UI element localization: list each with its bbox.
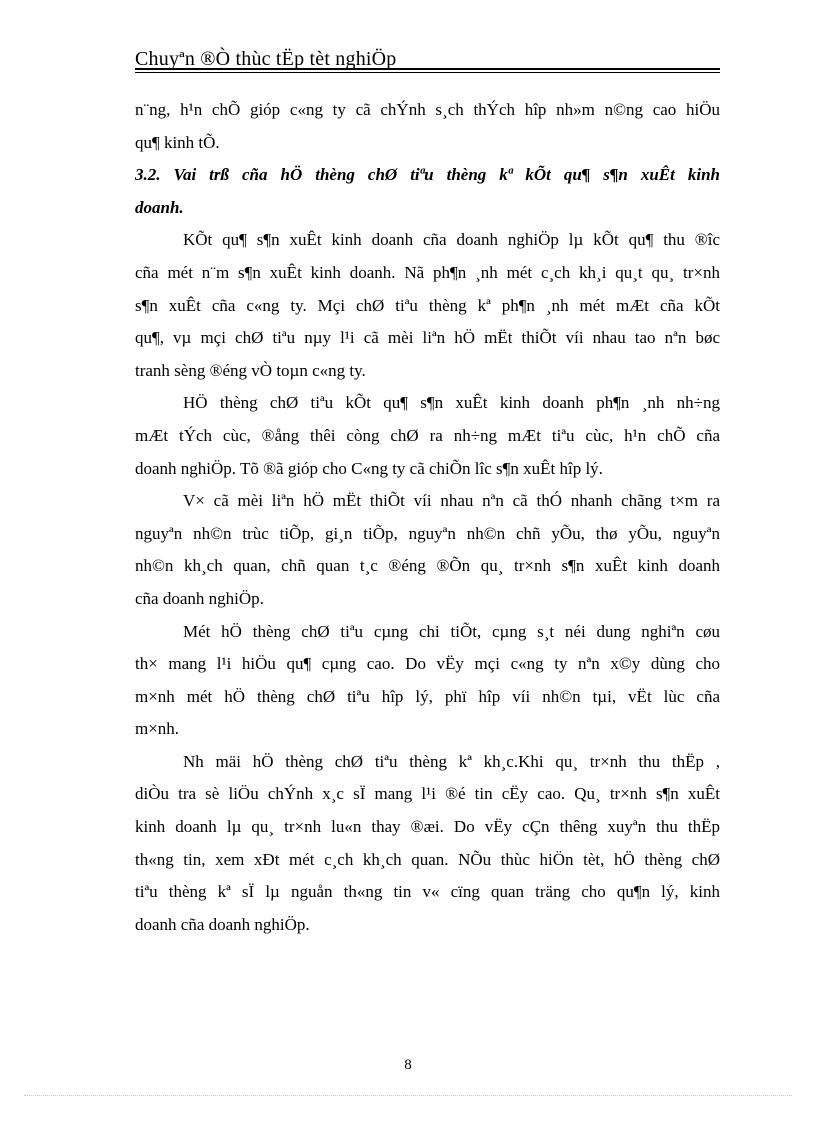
text-line: tiªu thèng kª sÏ lµ nguån th«ng tin v« cïng quan träng cho qu¶n lý, kinh xyxy=(135,882,720,902)
text-line: nh©n kh¸ch quan, chñ quan t¸c ®éng ®Õn qu¸ tr×nh s¶n xuÊt kinh doanh xyxy=(135,556,720,576)
text-line: Nh mäi hÖ thèng chØ tiªu thèng kª kh¸c.Khi qu¸ tr×nh thu thËp , xyxy=(183,751,720,771)
text-line: tranh sèng ®éng vÒ toµn c«ng ty. xyxy=(135,360,366,380)
text-line: doanh cña doanh nghiÖp. xyxy=(135,914,310,934)
text-line: V× cã mèi liªn hÖ mËt thiÕt víi nhau nªn cã thÓ nhanh chãng t×m ra xyxy=(183,491,720,511)
section-heading xyxy=(135,159,720,224)
text-line: cña doanh nghiÖp. xyxy=(135,588,264,608)
paragraph xyxy=(135,616,720,746)
text-line: qu¶ kinh tÕ. xyxy=(135,132,220,152)
text-line: qu¶, vµ mçi chØ tiªu nµy l¹i cã mèi liªn hÖ mËt thiÕt víi nhau tao nªn bøc xyxy=(135,328,720,348)
paragraph xyxy=(135,746,720,942)
page-header xyxy=(135,46,720,72)
text-line: mÆt tÝch cùc, ®ång thêi còng chØ ra nh÷ng mÆt tiªu cùc, h¹n chÕ cña xyxy=(135,425,720,445)
text-line: nguyªn nh©n trùc tiÕp, gi¸n tiÕp, nguyªn nh©n chñ yÕu, thø yÕu, nguyªn xyxy=(135,523,720,543)
heading-line: doanh. xyxy=(135,197,184,217)
text-line: diÒu tra sè liÖu chÝnh x¸c sÏ mang l¹i ®é tin cËy cao. Qu¸ tr×nh s¶n xuÊt xyxy=(135,784,720,804)
heading-line: 3.2. Vai trß cña hÖ thèng chØ tiªu thèng kª kÕt qu¶ s¶n xuÊt kinh xyxy=(135,165,720,185)
text-line: doanh nghiÖp. Tõ ®ã gióp cho C«ng ty cã chiÕn lîc s¶n xuÊt hîp lý. xyxy=(135,458,603,478)
text-line: cña mét n¨m s¶n xuÊt kinh doanh. Nã ph¶n ¸nh mét c¸ch kh¸i qu¸t qu¸ tr×nh xyxy=(135,262,720,282)
text-line: th× mang l¹i hiÖu qu¶ cµng cao. Do vËy mçi c«ng ty nªn x©y dùng cho xyxy=(135,654,720,674)
header-rule-thick xyxy=(135,68,720,70)
text-line: Mét hÖ thèng chØ tiªu cµng chi tiÕt, cµng s¸t néi dung nghiªn cøu xyxy=(183,621,720,641)
paragraph-continuation xyxy=(135,94,720,159)
text-line: HÖ thèng chØ tiªu kÕt qu¶ s¶n xuÊt kinh doanh ph¶n ¸nh nh÷ng xyxy=(183,393,720,413)
text-line: KÕt qu¶ s¶n xuÊt kinh doanh cña doanh nghiÖp lµ kÕt qu¶ thu ®îc xyxy=(183,230,720,250)
text-line: th«ng tin, xem xÐt mét c¸ch kh¸ch quan. NÕu thùc hiÖn tèt, hÖ thèng chØ xyxy=(135,849,720,869)
page-bottom-border xyxy=(24,1095,792,1096)
paragraph xyxy=(135,485,720,615)
text-line: n¨ng, h¹n chÕ gióp c«ng ty cã chÝnh s¸ch thÝch hîp nh»m n©ng cao hiÖu xyxy=(135,100,720,119)
header-rule-thin xyxy=(135,72,720,73)
text-line: m×nh mét hÖ thèng chØ tiªu hîp lý, phï hîp víi nh©n tµi, vËt lùc cña xyxy=(135,686,720,706)
text-line: kinh doanh lµ qu¸ tr×nh lu«n thay ®æi. Do vËy cÇn thêng xuyªn thu thËp xyxy=(135,817,720,837)
text-line: m×nh. xyxy=(135,719,180,739)
text-line: s¶n xuÊt cña c«ng ty. Mçi chØ tiªu thèng kª ph¶n ¸nh mét mÆt cña kÕt xyxy=(135,295,720,315)
page-number: 8 xyxy=(404,1057,412,1073)
paragraph xyxy=(135,224,720,387)
header-title: Chuyªn ®Ò thùc tËp tèt nghiÖp xyxy=(135,48,397,70)
body-text xyxy=(135,94,720,941)
paragraph xyxy=(135,387,720,485)
